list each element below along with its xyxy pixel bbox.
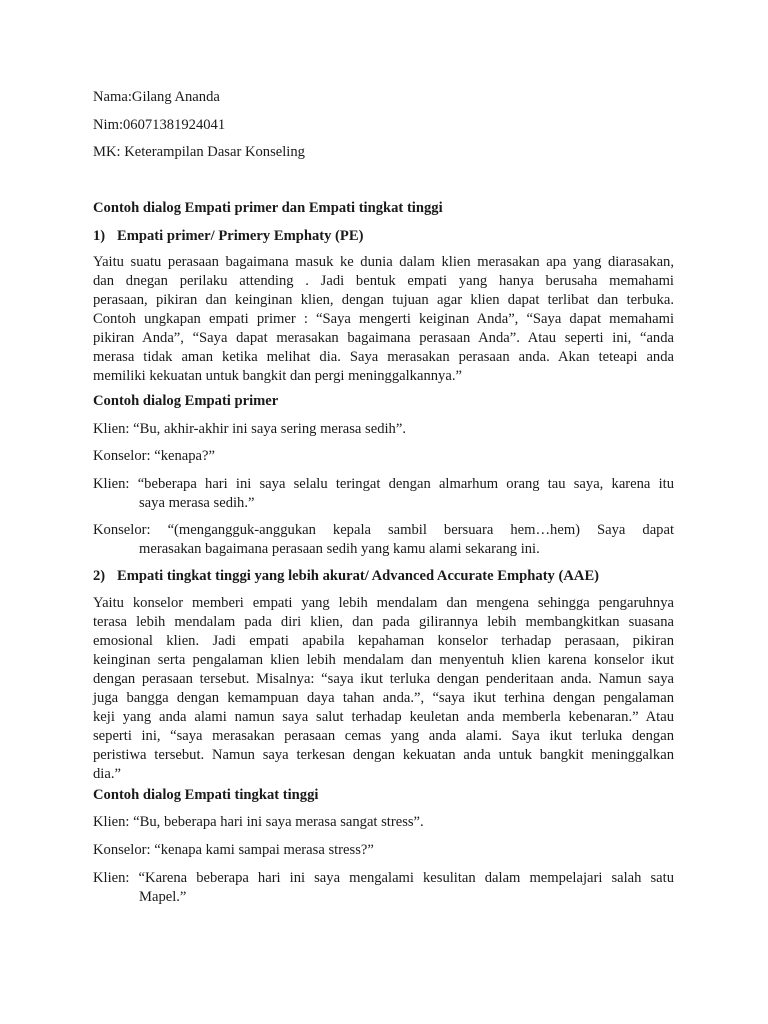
dialog-text: saya merasa sedih.” <box>139 495 255 511</box>
section-1-paragraph <box>93 253 674 386</box>
dialog-speaker: Klien: <box>93 476 130 492</box>
dialog-line <box>93 475 674 513</box>
dialog-line <box>93 813 674 832</box>
paragraph-line: merasa tidak aman ketika melihat dia. Saya merasakan perasaan anda. Akan teteapi anda <box>93 349 674 365</box>
paragraph-line: Yaitu konselor memberi empati yang lebih mendalam dan mengena sehingga pengaruhnya <box>93 595 674 611</box>
paragraph-line: keinginan serta pengalaman klien lebih mendalam dan menyentuh klien karena konselor ikut <box>93 652 674 668</box>
paragraph-line: pikiran Anda”, “Saya dapat merasakan bagaimana perasaan Anda”. Atau seperti ini, “anda <box>93 330 674 346</box>
dialog-line <box>93 841 674 860</box>
dialog-text: “(mengangguk-anggukan kepala sambil bersuara hem…hem) Saya dapat <box>167 522 674 538</box>
section-2-number: 2) <box>93 568 106 584</box>
section-2-paragraph <box>93 594 674 784</box>
paragraph-line: seperti ini, “saya merasakan perasaan cemas yang anda alami. Saya ikut terluka dengan <box>93 728 674 744</box>
dialog-line <box>93 869 674 907</box>
dialog-text: “Bu, akhir-akhir ini saya sering merasa sedih”. <box>133 421 406 437</box>
dialog-text: “beberapa hari ini saya selalu teringat dengan almarhum orang tau saya, karena itu <box>137 476 674 492</box>
section-2-heading <box>93 567 674 586</box>
dialog-line <box>93 420 674 439</box>
paragraph-line: Contoh ungkapan empati primer : “Saya mengerti keiginan Anda”, “Saya dapat memahami <box>93 311 674 327</box>
paragraph-line: perasaan, pikiran dan keinginan klien, dengan tujuan agar klien dapat terlibat dan terbuka. <box>93 292 674 308</box>
section-2-example-heading: Contoh dialog Empati tingkat tinggi <box>93 787 319 803</box>
student-nim: Nim:06071381924041 <box>93 117 226 133</box>
paragraph-line: emosional klien. Jadi empati apabila kepahaman konselor terhadap perasaan, pikiran <box>93 633 674 649</box>
dialog-line <box>93 447 674 466</box>
dialog-speaker: Konselor: <box>93 842 151 858</box>
dialog-speaker: Klien: <box>93 421 130 437</box>
paragraph-line: terasa lebih mendalam pada diri klien, dan pada gilirannya lebih membangkitkan suasana <box>93 614 674 630</box>
dialog-speaker: Konselor: <box>93 448 151 464</box>
dialog-speaker: Konselor: <box>93 522 151 538</box>
dialog-line <box>93 521 674 559</box>
student-name: Nama:Gilang Ananda <box>93 89 220 105</box>
paragraph-line: dan dnegan perilaku attending . Jadi bentuk empati yang hanya berusaha memahami <box>93 273 674 289</box>
paragraph-line: peristiwa tersebut. Namun saya terkesan dengan kekuatan anda untuk bangkit meninggalkan <box>93 747 674 763</box>
dialog-text: “Bu, beberapa hari ini saya merasa sangat stress”. <box>133 814 424 830</box>
paragraph-line: Yaitu suatu perasaan bagaimana masuk ke dunia dalam klien merasakan apa yang diarasakan, <box>93 254 674 270</box>
paragraph-line: dengan perasaan tersebut. Misalnya: “saya ikut terluka dengan penderitaan anda. Namun saya <box>93 671 674 687</box>
dialog-text: “kenapa?” <box>154 448 215 464</box>
paragraph-line: keji yang anda alami namun saya salut terhadap keuletan anda memberla kebenaran.” Atau <box>93 709 674 725</box>
dialog-speaker: Klien: <box>93 870 130 886</box>
document-title: Contoh dialog Empati primer dan Empati tingkat tinggi <box>93 200 443 216</box>
dialog-text: Mapel.” <box>139 889 187 905</box>
paragraph-line: dia.” <box>93 766 121 782</box>
section-2-title: Empati tingkat tinggi yang lebih akurat/ Advanced Accurate Emphaty (AAE) <box>117 568 600 584</box>
dialog-text: “kenapa kami sampai merasa stress?” <box>154 842 374 858</box>
dialog-speaker: Klien: <box>93 814 130 830</box>
section-1-heading <box>93 227 674 246</box>
section-1-title: Empati primer/ Primery Emphaty (PE) <box>117 228 364 244</box>
course-name: MK: Keterampilan Dasar Konseling <box>93 144 305 160</box>
dialog-text: merasakan bagaimana perasaan sedih yang kamu alami sekarang ini. <box>139 541 540 557</box>
dialog-text: “Karena beberapa hari ini saya mengalami kesulitan dalam mempelajari salah satu <box>138 870 674 886</box>
paragraph-line: juga bangga dengan kemampuan daya tahan anda.”, “saya ikut terhina dengan pengalaman <box>93 690 674 706</box>
section-1-number: 1) <box>93 228 106 244</box>
section-1-example-heading: Contoh dialog Empati primer <box>93 393 279 409</box>
paragraph-line: memiliki kekuatan untuk bangkit dan pergi meninggalkannya.” <box>93 368 462 384</box>
